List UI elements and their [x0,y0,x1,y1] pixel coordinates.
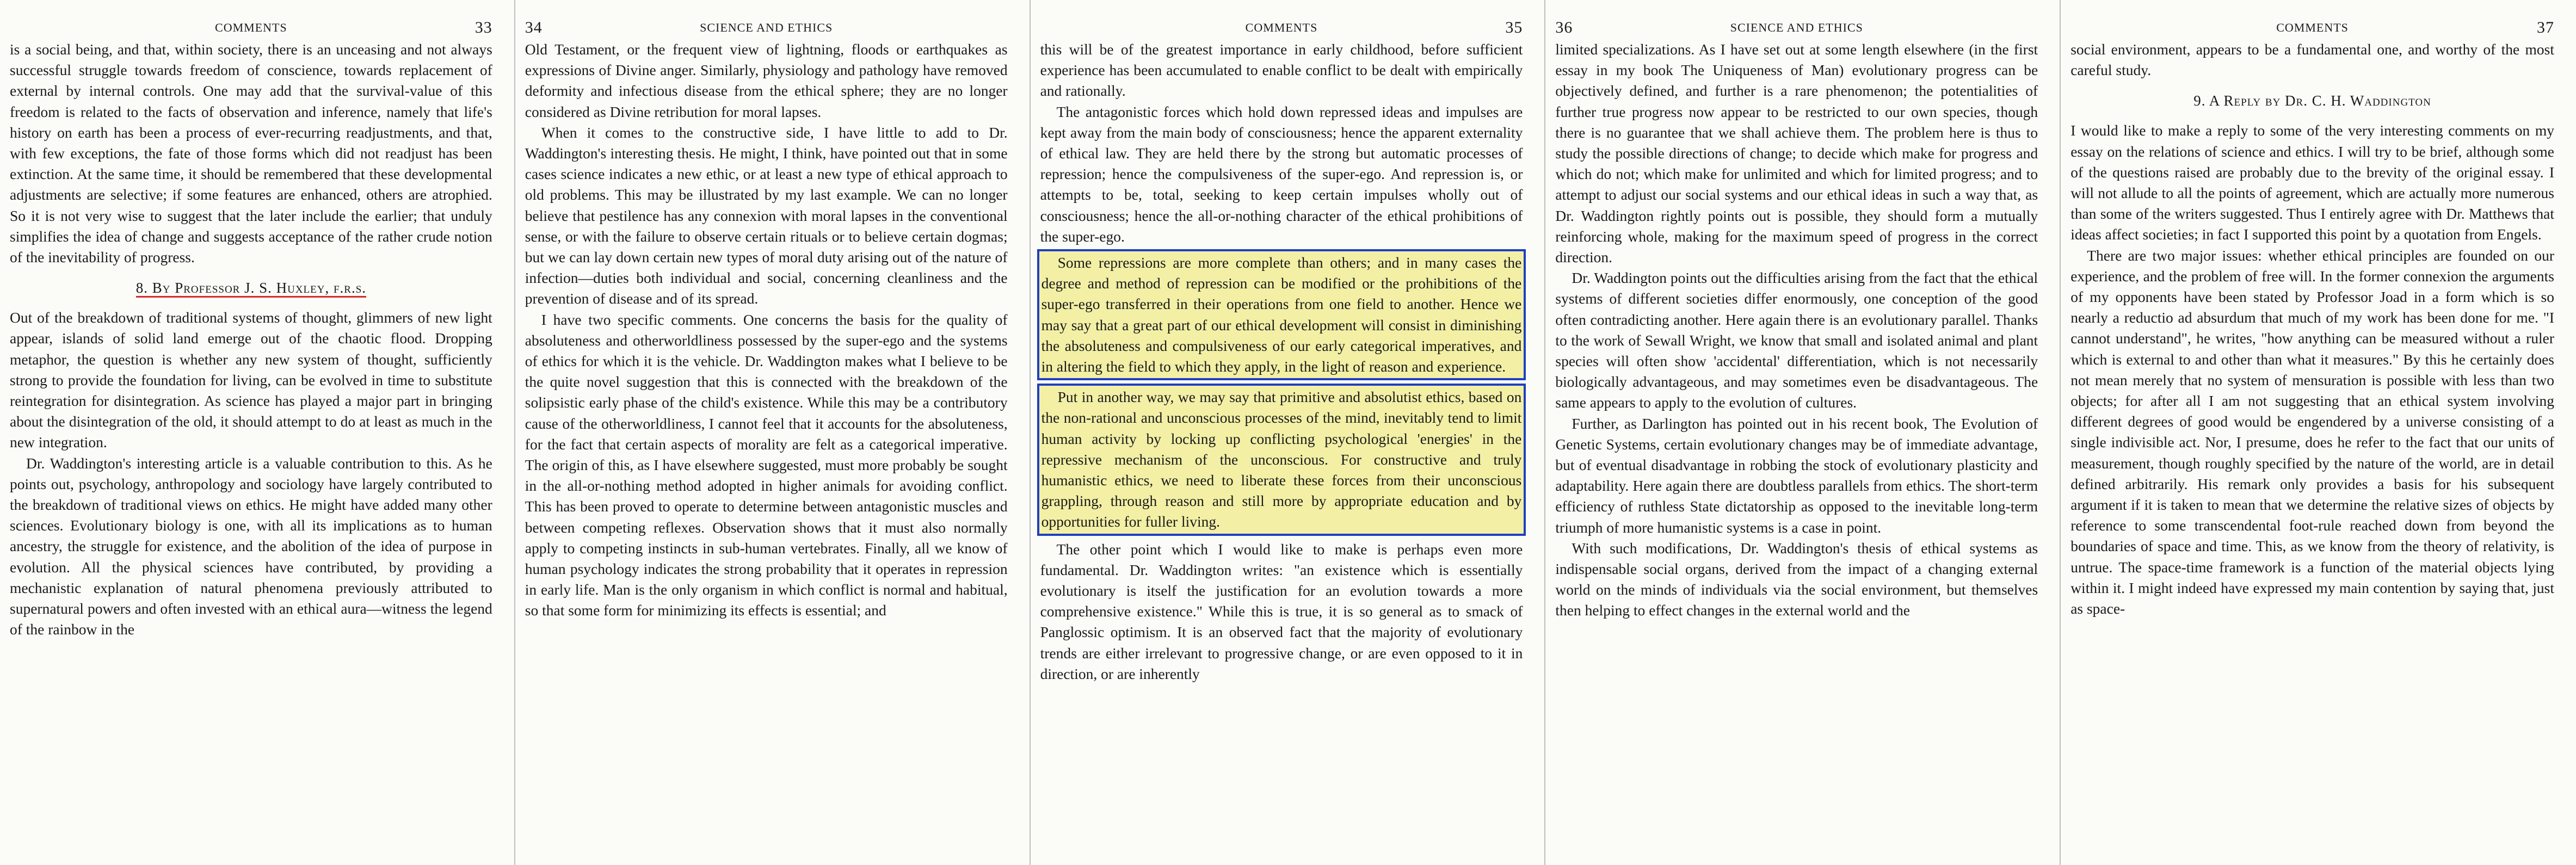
running-head [1040,15,1523,39]
page-body [525,39,1008,621]
running-head-title: COMMENTS [215,21,287,34]
page-body [1555,39,2038,621]
page-body [10,39,492,640]
paragraph: Old Testament, or the frequent view of lightning, floods or earthquakes as expressions of Divine anger. Similarly, physiology and pathology have removed deformity and infectious disease from the ethical sphere; they are no longer considered as Divine retribution for moral lapses. [525,41,1008,120]
page-number: 35 [1505,18,1523,36]
page-number: 33 [474,18,492,36]
page-number: 37 [2536,18,2554,36]
running-head [2070,15,2554,39]
paragraph: limited specializations. As I have set out at some length elsewhere (in the first essay in my book The Uniqueness of Man) evolutionary progress can be objectively defined, and further is a rare phenomenon; the potentialities of further true progress now appear to be restricted to our own species, though there is no guarantee that we shall achieve them. The problem here is thus to study the possible directions of change; to decide which make for progress and which do not; which make for unlimited and which for limited progress; and to attempt to adjust our social systems and our ethical ideas in such a way that, as Dr. Waddington rightly points out is possible, they should form a mutually reinforcing whole, making for the maximum speed of progress in the correct direction. [1555,41,2038,266]
running-head [1555,15,2038,39]
page-37 [2061,0,2576,865]
paragraph: When it comes to the constructive side, I have little to add to Dr. Waddington's interesting thesis. He might, I think, have pointed out that in some cases science indicates a new ethic, or at least a new type of ethical approach to old problems. This may be illustrated by my last example. We can no longer believe that pestilence has any connexion with moral lapses in the conventional sense, or with the failure to observe certain rituals or to believe certain dogmas; but we can lay down certain new types of moral duty arising out of the nature of infection—duties both individual and social, concerning cleanliness and the prevention of disease and of its spread. [525,123,1008,307]
paragraph: Put in another way, we may say that primitive and absolutist ethics, based on the non-rational and unconscious processes of the mind, inevitably tend to limit human activity by locking up conflicting psychological 'energies' in the repressive mechanism of the unconscious. For constructive and truly humanistic ethics, we need to liberate these forces from their unconscious grappling, through reason and still more by appropriate education and by opportunities for fuller living. [1041,388,1522,530]
running-head [525,15,1008,39]
paragraph: The antagonistic forces which hold down repressed ideas and impulses are kept away from the main body of consciousness; hence the apparent externality of ethical law. They are held there by the strong but automatic processes of repression; hence the compulsiveness of the super-ego. And repression is, or attempts to be, total, seeking to keep certain impulses wholly out of consciousness; hence the all-or-nothing character of the ethical prohibitions of the super-ego. [1040,103,1523,245]
paragraph: social environment, appears to be a fundamental one, and worthy of the most careful study. [2070,41,2554,79]
page-body [2070,39,2554,619]
paragraph: Dr. Waddington's interesting article is a valuable contribution to this. As he points out, psychology, anthropology and sociology have largely contributed to the breakdown of traditional views on ethics. He might have added many other sciences. Evolutionary biology is one, with all its implications as to human ancestry, the struggle for existence, and the abolition of the idea of purpose in evolution. All the physical sciences have contributed, by providing a mechanistic explanation of natural phenomena previously attributed to supernatural powers and often invested with an ethical aura—witness the legend of the rainbow in the [10,454,492,638]
page-number: 34 [525,18,543,36]
paragraph: Further, as Darlington has pointed out in his recent book, The Evolution of Genetic Systems, certain evolutionary changes may be of immediate advantage, but of eventual disadvantage in robbing the stock of evolutionary plasticity and adaptability. Here again there are doubtless parallels from ethics. The short-term efficiency of ruthless State dictatorship as opposed to the inevitable long-term triumph of more humanistic systems is a case in point. [1555,415,2038,536]
running-head-title: SCIENCE AND ETHICS [700,21,833,34]
paragraph: is a social being, and that, within society, there is an unceasing and not always successful struggle towards freedom of conscience, towards replacement of external by internal controls. One may add that the survival-value of this freedom is related to the facts of observation and inference, namely that life's history on earth has been a process of ever-recurring readjustments, and that, with few exceptions, the fate of those forms which did not readjust has been extinction. At the same time, it should be remembered that these developmental adjustments are selective; if some features are enhanced, others are atrophied. So it is not very wise to suggest that the later include the earlier; that unduly simplifies the idea of change and suggests acceptance of the rather crude notion of the inevitability of progress. [10,41,492,266]
running-head-title: SCIENCE AND ETHICS [1730,21,1863,34]
highlight-box [1037,249,1526,380]
paragraph: With such modifications, Dr. Waddington's thesis of ethical systems as indispensable social organs, derived from the impact of a changing external world on the minds of individuals via the social environment, but themselves then helping to effect changes in the external world and the [1555,539,2038,619]
page-number: 36 [1555,18,1573,36]
paragraph: Some repressions are more complete than others; and in many cases the degree and method of repression can be modified or the prohibitions of the super-ego transferred in their operations from one field to another. Hence we may say that a great part of our ethical development will consist in diminishing the absoluteness and compulsiveness of our early categorical imperatives, and in altering the field to which they apply, in the light of reason and experience. [1041,254,1522,375]
page-body [1040,39,1523,684]
page-34 [515,0,1031,865]
running-head-title: COMMENTS [2276,21,2349,34]
paragraph: The other point which I would like to make is perhaps even more fundamental. Dr. Waddington writes: "an existence which is essentially evolutionary is itself the justification for an evolution towards a more comprehensive existence." While this is true, it is so general as to smack of Panglossic optimism. It is an observed fact that the majority of evolutionary trends are either irrelevant to progressive change, or are even opposed to it in direction, or are inherently [1040,540,1523,682]
paragraph: There are two major issues: whether ethical principles are founded on our experience, and the problem of free will. In the former connexion the arguments of my opponents have been stated by Professor Joad in a form which is so nearly a reductio ad absurdum that much of my work has been done for me. "I cannot understand", he writes, "how anything can be measured without a ruler which is external to and other than what it measures." By this he certainly does not mean merely that no system of mensuration is possible with less than two objects; for after all I am not suggesting that an ethical system involving different degrees of good would be engendered by a universe consisting of a single indivisible act. Nor, I presume, does he refer to the fact that our units of measurement, though roughly specified by the nature of the world, are in detail defined arbitrarily. His remark only provides a basis for his subsequent argument if it is taken to mean that we determine the relative sizes of objects by reference to some transcendental foot-rule reached down from beyond the boundaries of space and time. This, as we know from the theory of relativity, is untrue. The space-time framework is a function of the material objects lying within it. I might indeed have expressed my main contention by saying that, just as space- [2070,246,2554,617]
paragraph: I would like to make a reply to some of the very interesting comments on my essay on the relations of science and ethics. I will try to be brief, although some of the questions raised are probably due to the brevity of the original essay. I will not allude to all the points of agreement, which are actually more numerous than some of the writers suggested. Thus I entirely agree with Dr. Matthews that ideas affect societies; in fact I supported this point by a quotation from Engels. [2070,122,2554,243]
running-head [10,15,492,39]
paragraph: Dr. Waddington points out the difficulties arising from the fact that the ethical systems of different societies differ enormously, one conception of the good often contradicting another. Here again there is an evolutionary parallel. Thanks to the work of Sewall Wright, we know that small and isolated animal and plant species will often show 'accidental' differentiation, which is not necessarily biologically advantageous, and may sometimes even be disadvantageous. The same appears to apply to the evolution of cultures. [1555,269,2038,411]
running-head-title: COMMENTS [1245,21,1318,34]
paragraph: Out of the breakdown of traditional systems of thought, glimmers of new light appear, islands of solid land emerge out of the chaotic flood. Dropping metaphor, the question is whether any new system of thought, sufficiently strong to provide the foundation for living, can be evolved in time to substitute reintegration for disintegration. As science has played a major part in bringing about the disintegration of the old, it should attempt to do at least as much in the new integration. [10,309,492,451]
paragraph: I have two specific comments. One concerns the basis for the quality of absoluteness and otherworldliness possessed by the super-ego and the systems of ethics for which it is the vehicle. Dr. Waddington makes what I believe to be the quite novel suggestion that this is connected with the breakdown of the solipsistic early phase of the child's existence. While this may be a contributory cause of the otherworldliness, I cannot feel that it accounts for the absoluteness, for the fact that certain aspects of morality are felt as a categorical imperative. The origin of this, as I have elsewhere suggested, must more probably be sought in the all-or-nothing method adopted in higher animals for avoiding conflict. This has been proved to operate to determine between antagonistic muscles and between competing reflexes. Observation shows that it must also normally apply to competing instincts in sub-human vertebrates. Finally, all we know of human psychology indicates the strong probability that it operates in repression in early life. Man is the only organism in which conflict is normal and habitual, so that some form for minimizing its effects is essential; and [525,311,1008,619]
page-33 [0,0,515,865]
section-heading: 9. A Reply by Dr. C. H. Waddington [2193,92,2431,109]
highlight-box [1037,384,1526,535]
page-35 [1031,0,1546,865]
section-heading: 8. By Professor J. S. Huxley, f.r.s. [10,280,492,296]
paragraph: this will be of the greatest importance in early childhood, before sufficient experience has been accumulated to enable conflict to be dealt with empirically and rationally. [1040,41,1523,100]
page-36 [1545,0,2061,865]
